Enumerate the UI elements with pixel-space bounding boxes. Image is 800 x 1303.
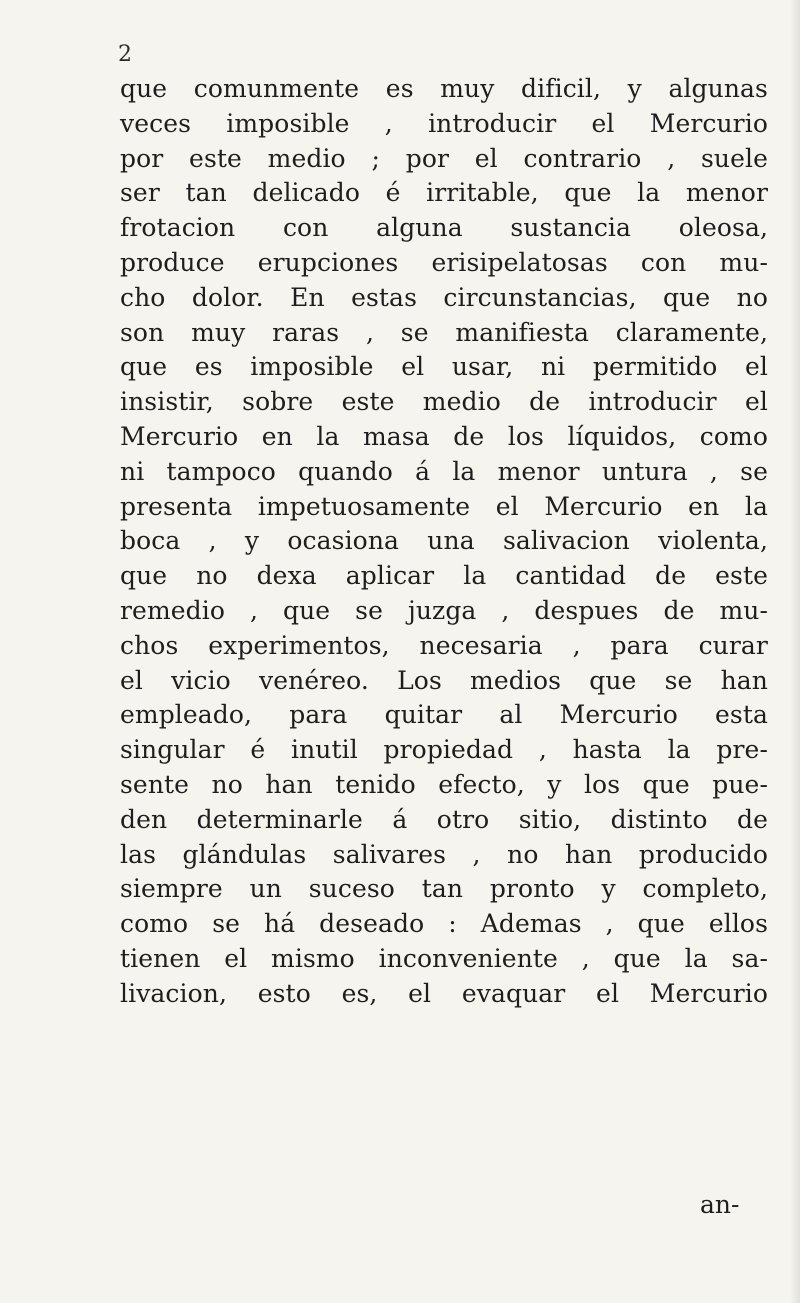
text-line: singular é inutil propiedad , hasta la pre- bbox=[120, 735, 768, 765]
text-line: por este medio ; por el contrario , suele bbox=[120, 143, 768, 173]
text-line: presenta impetuosamente el Mercurio en la bbox=[120, 491, 768, 521]
catchword: an- bbox=[700, 1190, 740, 1219]
text-line: son muy raras , se manifiesta claramente, bbox=[120, 317, 768, 347]
text-line: Mercurio en la masa de los líquidos, como bbox=[120, 421, 768, 451]
text-line: las glándulas salivares , no han producido bbox=[120, 839, 768, 869]
text-line: remedio , que se juzga , despues de mu- bbox=[120, 595, 768, 625]
text-line: livacion, esto es, el evaquar el Mercurio bbox=[120, 978, 768, 1008]
text-line: den determinarle á otro sitio, distinto de bbox=[120, 804, 768, 834]
body-text bbox=[120, 72, 768, 1012]
text-line: que comunmente es muy dificil, y algunas bbox=[120, 74, 768, 103]
text-line: empleado, para quitar al Mercurio esta bbox=[120, 700, 768, 730]
text-line: sente no han tenido efecto, y los que pue- bbox=[120, 769, 768, 799]
text-line: que no dexa aplicar la cantidad de este bbox=[120, 561, 768, 591]
text-line: insistir, sobre este medio de introducir el bbox=[120, 387, 768, 417]
text-line: chos experimentos, necesaria , para curar bbox=[120, 630, 768, 660]
page-number: 2 bbox=[118, 42, 132, 67]
text-line: veces imposible , introducir el Mercurio bbox=[120, 108, 768, 138]
text-line: frotacion con alguna sustancia oleosa, bbox=[120, 213, 768, 243]
text-line: boca , y ocasiona una salivacion violenta, bbox=[120, 526, 768, 556]
text-line: el vicio venéreo. Los medios que se han bbox=[120, 665, 768, 695]
text-line: produce erupciones erisipelatosas con mu- bbox=[120, 247, 768, 277]
page-edge-shadow bbox=[790, 0, 800, 1303]
text-line: tienen el mismo inconveniente , que la sa- bbox=[120, 943, 768, 973]
text-line: siempre un suceso tan pronto y completo, bbox=[120, 874, 768, 904]
text-line: cho dolor. En estas circunstancias, que no bbox=[120, 282, 768, 312]
text-line: ser tan delicado é irritable, que la menor bbox=[120, 178, 768, 208]
text-line: ni tampoco quando á la menor untura , se bbox=[120, 456, 768, 486]
text-line: que es imposible el usar, ni permitido el bbox=[120, 352, 768, 382]
text-line: como se há deseado : Ademas , que ellos bbox=[120, 909, 768, 939]
